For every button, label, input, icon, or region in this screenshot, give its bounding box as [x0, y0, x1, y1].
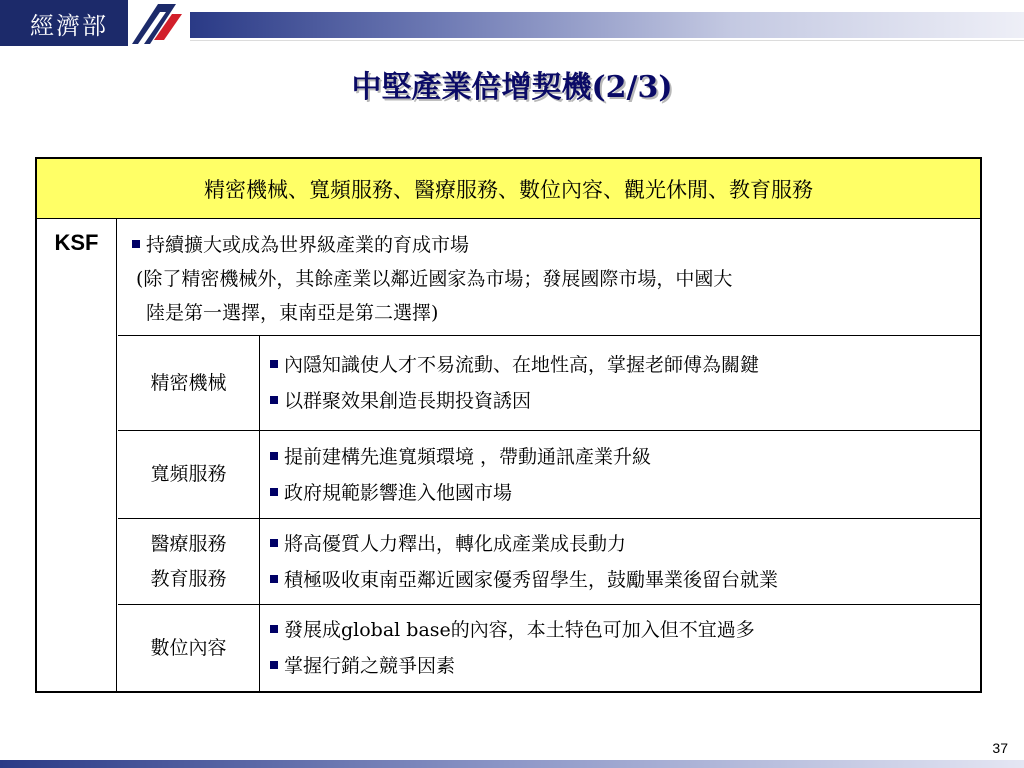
ksf-main-line	[132, 228, 966, 262]
items-cell	[260, 431, 980, 518]
emblem-icon	[128, 0, 186, 46]
page-title: 中堅產業倍增契機(2/3)	[351, 70, 673, 105]
items-cell	[260, 336, 980, 430]
header-divider	[190, 40, 1024, 41]
square-bullet-icon	[270, 539, 278, 547]
ksf-note-line2: 陸是第一選擇，東南亞是第二選擇)	[146, 302, 439, 324]
square-bullet-icon	[270, 625, 278, 633]
category-cell	[118, 431, 260, 518]
items-cell	[260, 519, 980, 604]
list-item	[270, 347, 970, 383]
list-item	[270, 439, 970, 475]
ksf-label: KSF	[37, 218, 117, 691]
item-text: 將高優質人力釋出，轉化成產業成長動力	[284, 532, 627, 555]
table-row	[118, 605, 980, 691]
items-cell	[260, 605, 980, 691]
category-label: 精密機械	[150, 371, 227, 394]
square-bullet-icon	[270, 575, 278, 583]
category-label: 醫療服務	[150, 532, 227, 555]
category-label: 寬頻服務	[150, 463, 227, 485]
ksf-main-text: 持續擴大或成為世界級產業的育成市場	[146, 234, 470, 256]
page-number: 37	[992, 740, 1008, 756]
square-bullet-icon	[270, 488, 278, 496]
category-cell	[118, 605, 260, 691]
list-item	[270, 562, 970, 598]
category-label: 教育服務	[150, 567, 227, 590]
footer-gradient-band	[0, 760, 1024, 768]
category-cell	[118, 519, 260, 604]
list-item	[270, 612, 970, 648]
item-text: 積極吸收東南亞鄰近國家優秀留學生，鼓勵畢業後留台就業	[284, 568, 779, 591]
square-bullet-icon	[132, 240, 140, 248]
ksf-note-line1: (除了精密機械外，其餘產業以鄰近國家為市場；發展國際市場，中國大	[136, 268, 733, 290]
logo-text: 經濟部	[30, 12, 108, 40]
ksf-description	[118, 218, 980, 336]
category-label: 數位內容	[150, 636, 227, 659]
square-bullet-icon	[270, 396, 278, 404]
item-text: 以群聚效果創造長期投資誘因	[284, 390, 532, 412]
header-gradient-band	[190, 12, 1024, 38]
industry-ksf-table	[35, 157, 982, 693]
table-row	[118, 519, 980, 605]
square-bullet-icon	[270, 360, 278, 368]
item-text: 提前建構先進寬頻環境 ，帶動通訊產業升級	[284, 445, 652, 468]
square-bullet-icon	[270, 661, 278, 669]
table-row	[118, 336, 980, 431]
item-text: 發展成global base的內容，本土特色可加入但不宜過多	[284, 619, 755, 641]
ministry-logo	[0, 0, 186, 46]
category-cell	[118, 336, 260, 430]
list-item	[270, 383, 970, 419]
table-header: 精密機械、寬頻服務、醫療服務、數位內容、觀光休閒、教育服務	[37, 159, 980, 219]
table-row	[118, 431, 980, 519]
item-text: 內隱知識使人才不易流動、在地性高，掌握老師傅為關鍵	[284, 354, 760, 376]
list-item	[270, 648, 970, 684]
item-text: 掌握行銷之競爭因素	[284, 655, 456, 677]
square-bullet-icon	[270, 452, 278, 460]
list-item	[270, 526, 970, 562]
item-text: 政府規範影響進入他國市場	[284, 481, 513, 504]
list-item	[270, 475, 970, 511]
